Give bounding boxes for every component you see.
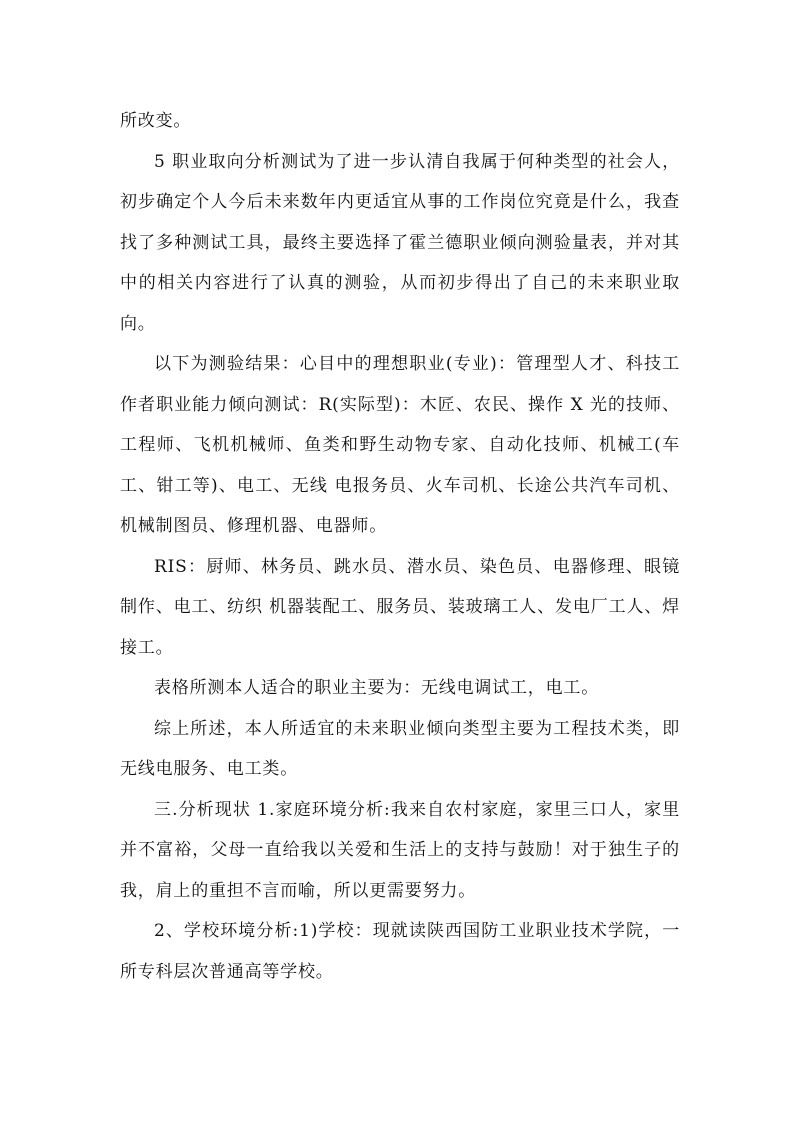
paragraph-school-analysis: 2、学校环境分析:1)学校：现就读陕西国防工业职业技术学院，一所专科层次普通高等学校。 (120, 921, 680, 982)
paragraph-suitable-jobs: 表格所测本人适合的职业主要为：无线电调试工，电工。 (154, 678, 599, 698)
paragraph-family-analysis: 三.分析现状 1.家庭环境分析:我来自农村家庭，家里三口人，家里并不富裕，父母一直给我以关爱和生活上的支持与鼓励！对于独生子的我，肩上的重担不言而喻，所以更需要努力。 (120, 799, 680, 901)
paragraph-continuation: 所改变。 (120, 111, 192, 131)
document-body (120, 101, 680, 992)
paragraph-career-test: 5 职业取向分析测试为了进一步认清自我属于何种类型的社会人，初步确定个人今后未来数年内更适宜从事的工作岗位究竟是什么，我查找了多种测试工具，最终主要选择了霍兰德职业倾向测验量表，并对其中的相关内容进行了认真的测验，从而初步得出了自己的未来职业取向。 (120, 151, 680, 334)
paragraph-summary: 综上所述，本人所适宜的未来职业倾向类型主要为工程技术类，即无线电服务、电工类。 (120, 718, 680, 779)
paragraph-ris: RIS：厨师、林务员、跳水员、潜水员、染色员、电器修理、眼镜制作、电工、纺织 机器装配工、服务员、装玻璃工人、发电厂工人、焊接工。 (120, 556, 680, 658)
paragraph-test-results: 以下为测验结果：心目中的理想职业(专业)：管理型人才、科技工作者职业能力倾向测试：R(实际型)：木匠、农民、操作 X 光的技师、工程师、飞机机械师、鱼类和野生动物专家、自动化技师、机械工(车工、钳工等)、电工、无线 电报务员、火车司机、长途公共汽车司机、机械制图员、修理机器、电器师。 (120, 354, 680, 536)
